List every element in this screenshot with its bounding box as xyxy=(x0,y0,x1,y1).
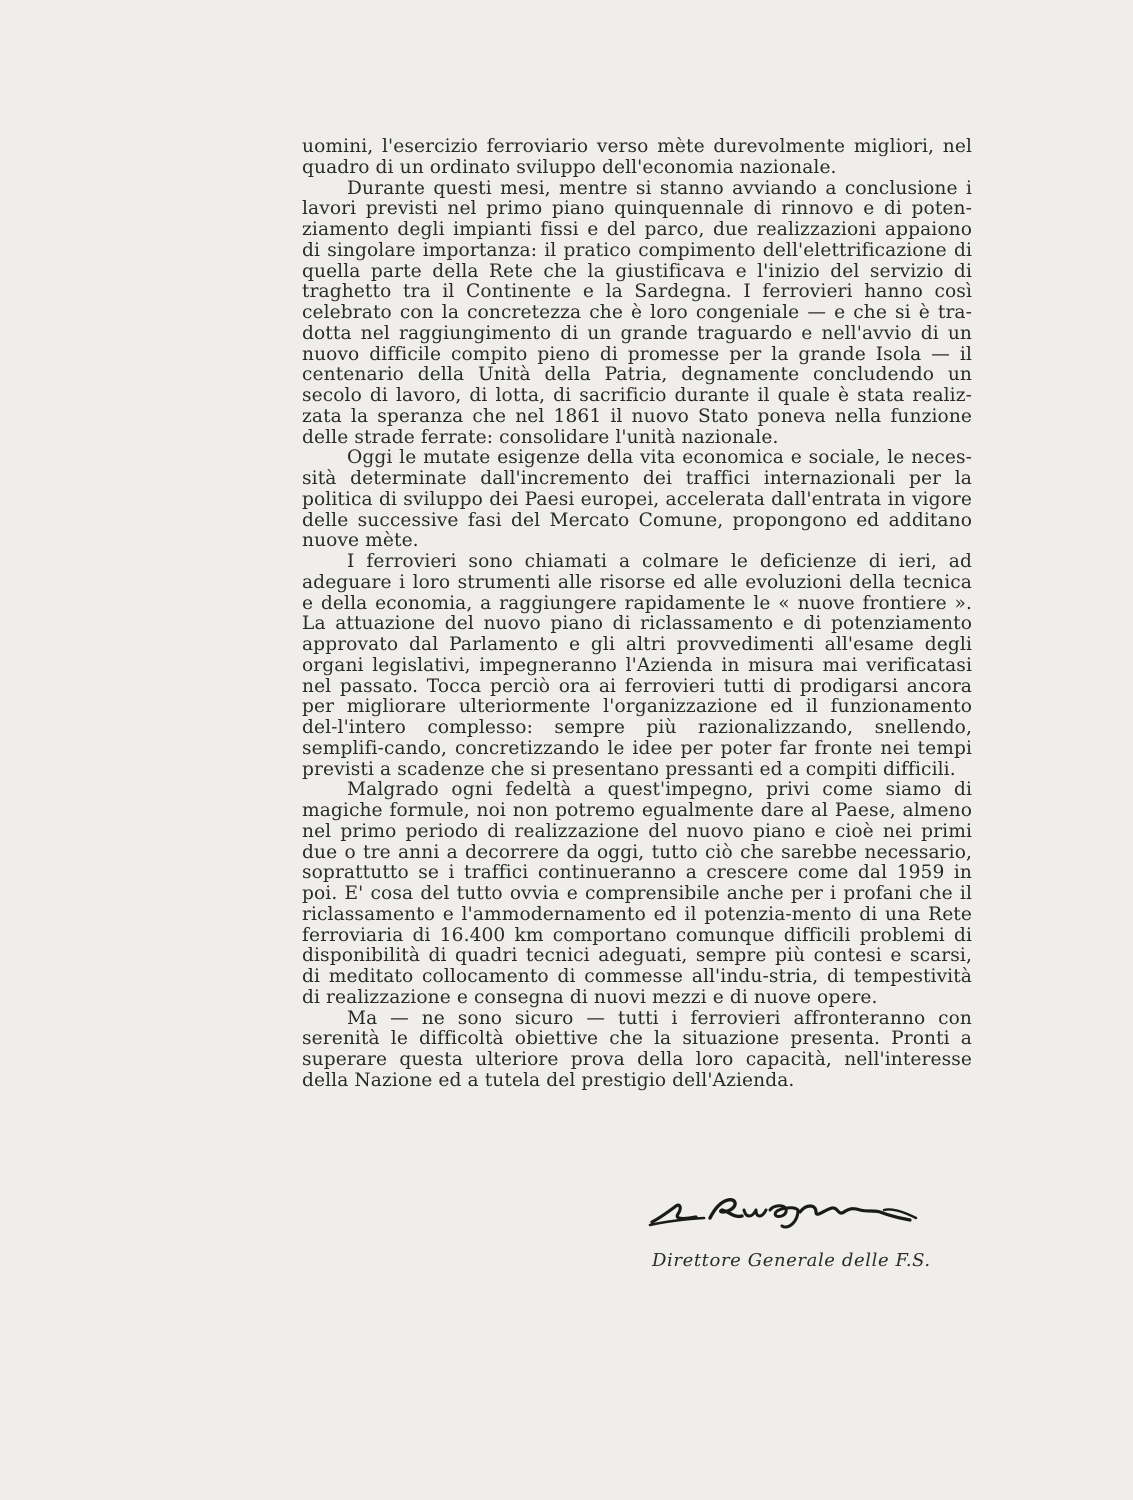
paragraph-5: Malgrado ogni fedeltà a quest'impegno, privi come siamo di magiche formule, noi non potremo egualmente dare al Paese, almeno nel primo periodo di realizzazione del nuovo piano e cioè nei primi due o tre anni a decorrere da oggi, tutto ciò che sarebbe necessario, soprattutto se i traffici continueranno a crescere come dal 1959 in poi. E' cosa del tutto ovvia e comprensibile anche per i profani che il riclassamento e l'ammodernamento ed il potenzia-mento di una Rete ferroviaria di 16.400 km comportano comunque difficili problemi di disponibilità di quadri tecnici adeguati, sempre più contesi e scarsi, di meditato collocamento di commesse all'indu-stria, di tempestività di realizzazione e consegna di nuovi mezzi e di nuove opere. xyxy=(302,779,972,1008)
paragraph-2: Durante questi mesi, mentre si stanno avviando a conclusione i lavori previsti nel primo piano quinquennale di rinnovo e di poten-ziamento degli impianti fissi e del parco, due realizzazioni appaiono di singolare importanza: il pratico compimento dell'elettrificazione di quella parte della Rete che la giustificava e l'inizio del servizio di traghetto tra il Continente e la Sardegna. I ferrovieri hanno così celebrato con la concretezza che è loro congeniale — e che si è tra-dotta nel raggiungimento di un grande traguardo e nell'avvio di un nuovo difficile compito pieno di promesse per la grande Isola — il centenario della Unità della Patria, degnamente concludendo un secolo di lavoro, di lotta, di sacrificio durante il quale è stata realiz-zata la speranza che nel 1861 il nuovo Stato poneva nella funzione delle strade ferrate: consolidare l'unità nazionale. xyxy=(302,177,972,448)
paragraph-1: uomini, l'esercizio ferroviario verso mète durevolmente migliori, nel quadro di un ordinato sviluppo dell'economia nazionale. xyxy=(302,136,972,178)
paragraph-3: Oggi le mutate esigenze della vita economica e sociale, le neces-sità determinate dall'incremento dei traffici internazionali per la politica di sviluppo dei Paesi europei, accelerata dall'entrata in vigore delle successive fasi del Mercato Comune, propongono ed additano nuove mète. xyxy=(302,447,972,552)
body-text xyxy=(302,137,972,1092)
paragraph-4: I ferrovieri sono chiamati a colmare le deficienze di ieri, ad adeguare i loro strumenti alle risorse ed alle evoluzioni della tecnica e della economia, a raggiungere rapidamente le « nuove frontiere ». La attuazione del nuovo piano di riclassamento e di potenziamento approvato dal Parlamento e gli altri provvedimenti all'esame degli organi legislativi, impegneranno l'Azienda in misura mai verificatasi nel passato. Tocca perciò ora ai ferrovieri tutti di prodigarsi ancora per migliorare ulteriormente l'organizzazione ed il funzionamento del-l'intero complesso: sempre più razionalizzando, snellendo, semplifi-cando, concretizzando le idee per poter far fronte nei tempi previsti a scadenze che si presentano pressanti ed a compiti difficili. xyxy=(302,551,972,780)
signatory-title: Direttore Generale delle F.S. xyxy=(652,1250,931,1271)
paragraph-6: Ma — ne sono sicuro — tutti i ferrovieri affronteranno con serenità le difficoltà obiettive che la situazione presenta. Pronti a superare questa ulteriore prova della loro capacità, nell'interesse della Nazione ed a tutela del prestigio dell'Azienda. xyxy=(302,1007,972,1091)
handwritten-signature xyxy=(648,1188,933,1238)
